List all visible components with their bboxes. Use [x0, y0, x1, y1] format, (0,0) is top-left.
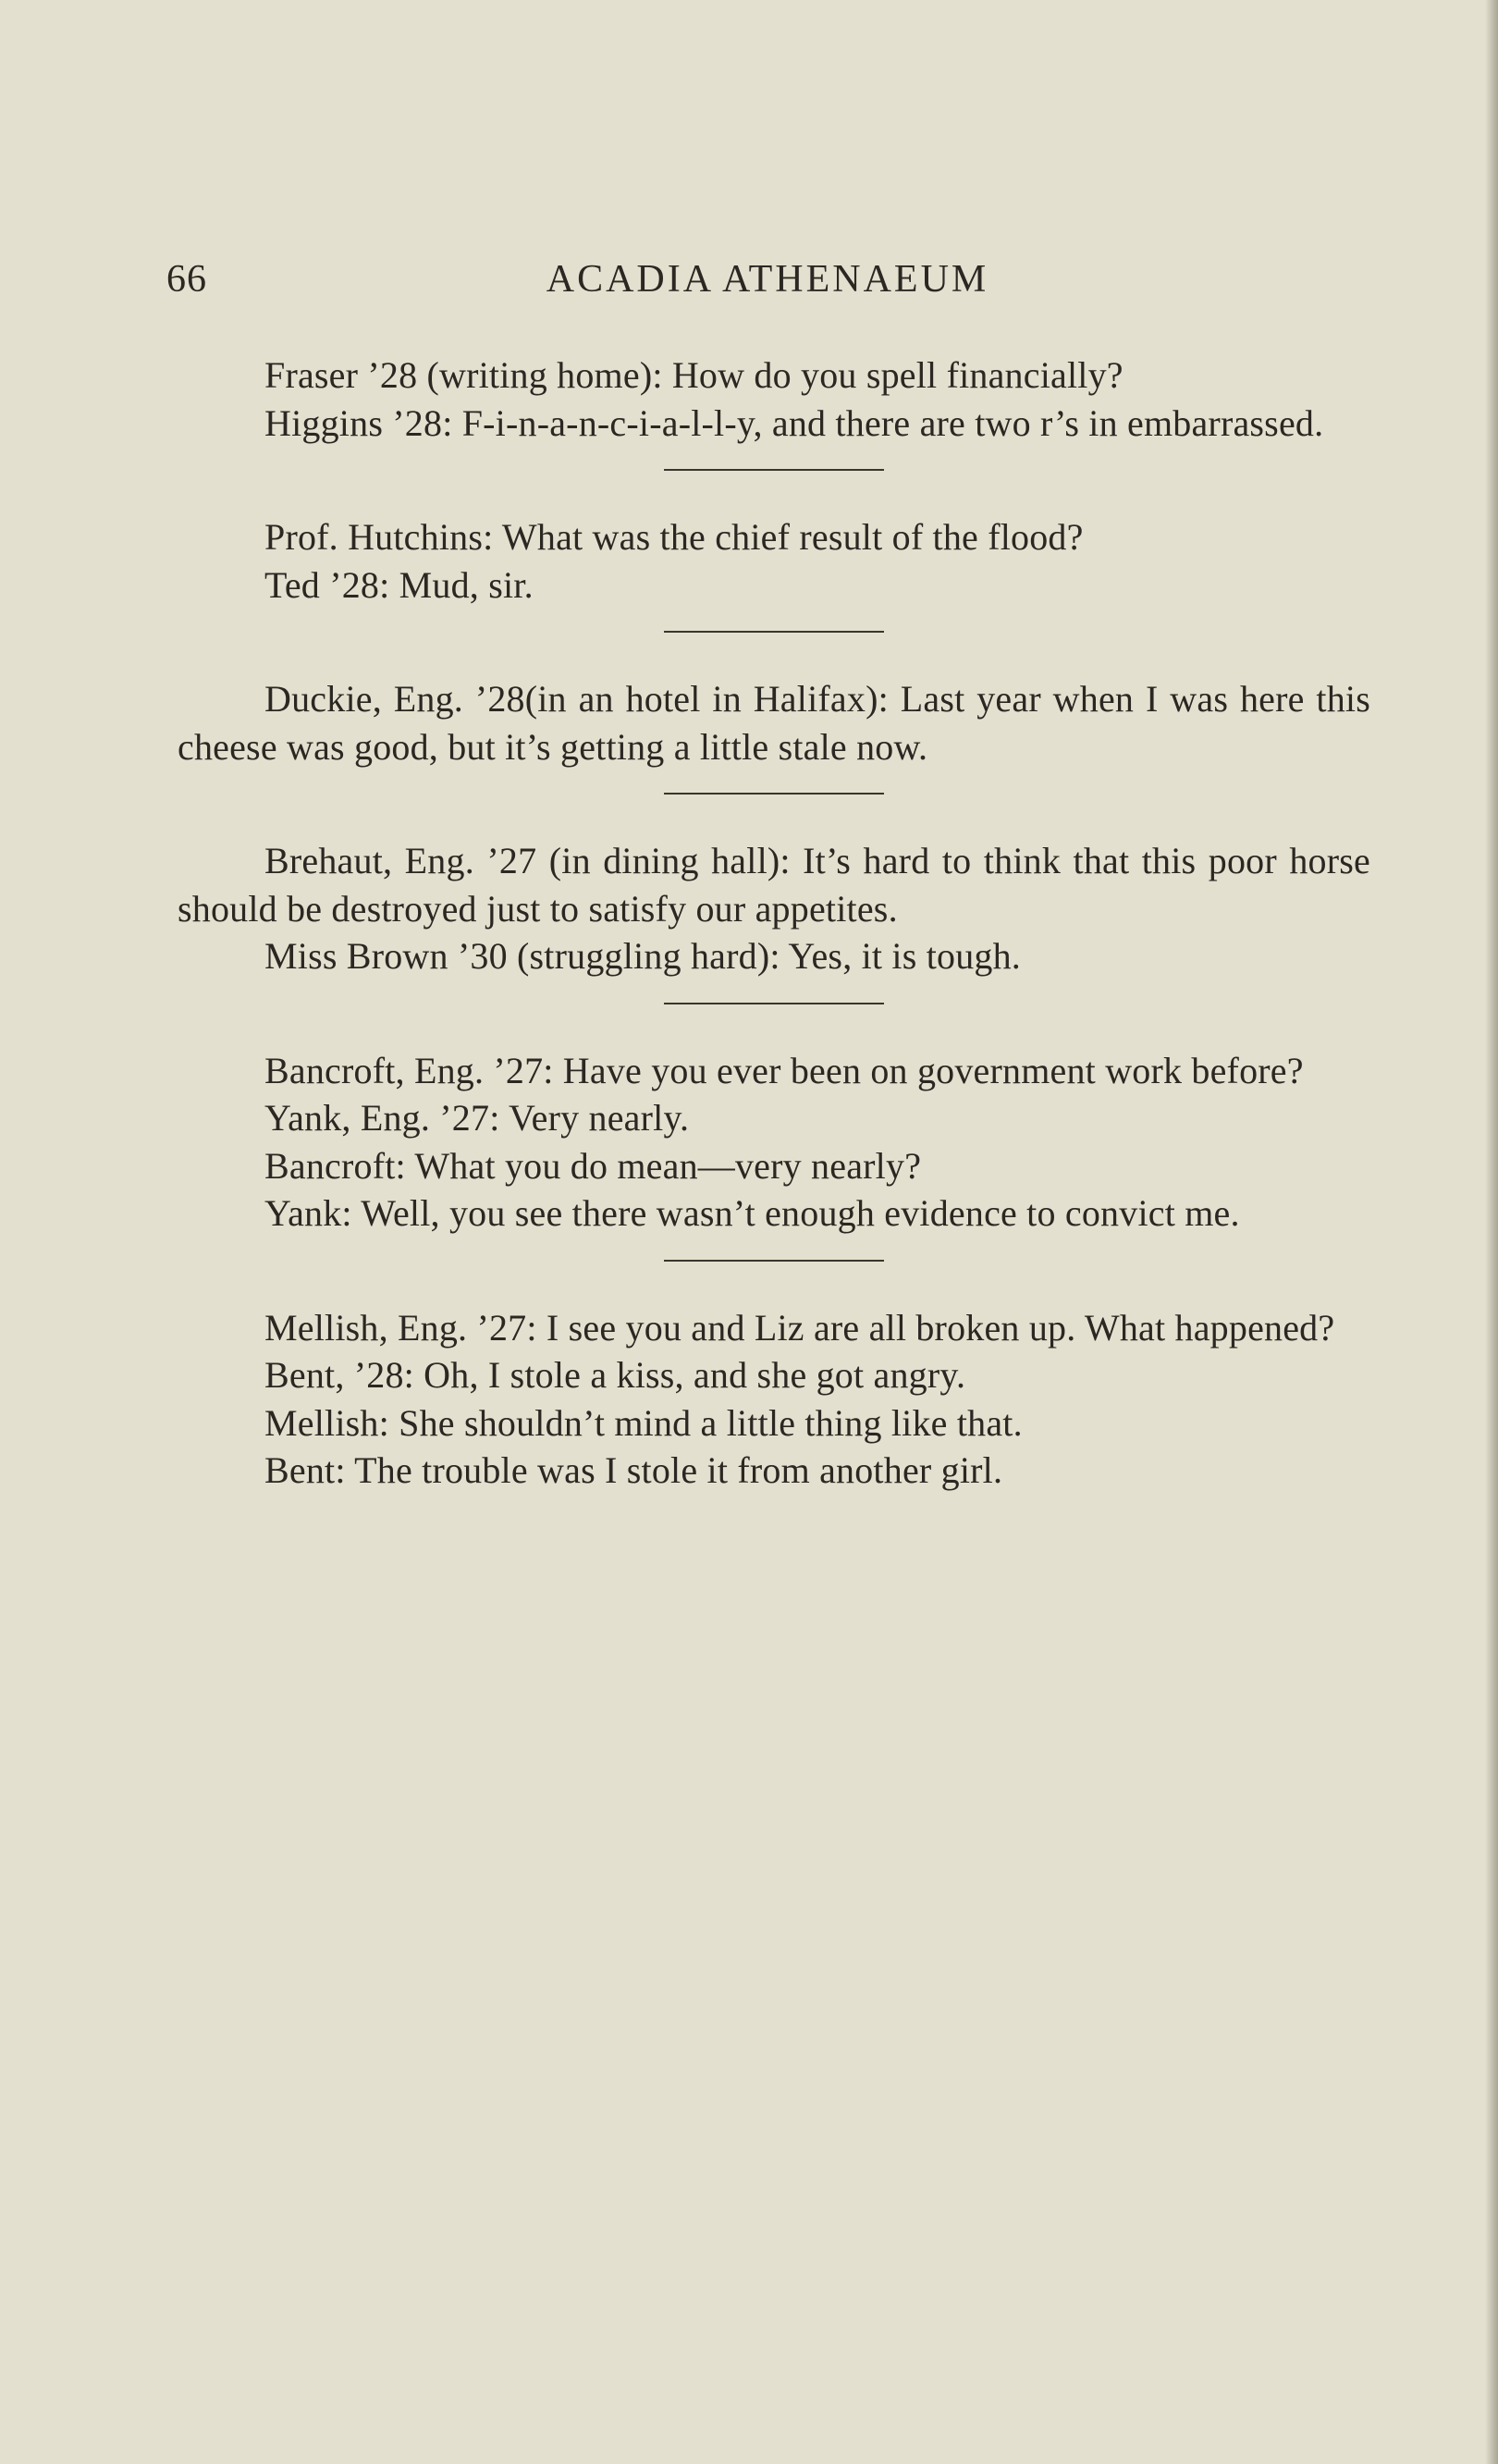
running-title: ACADIA ATHENAEUM: [546, 258, 989, 301]
joke-line: Fraser ’28 (writing home): How do you spell financially?: [264, 354, 1124, 396]
page-header: [166, 257, 1369, 313]
joke-line: Duckie, Eng. ’28(in an hotel in Halifax): Last year when I was here this cheese was good, but it’s getting a little stale now.: [178, 678, 1370, 768]
page-edge-shadow: [1485, 0, 1498, 2464]
joke-brehaut-brown: [178, 837, 1370, 980]
section-divider: [664, 793, 884, 795]
joke-line: Yank, Eng. ’27: Very nearly.: [264, 1097, 690, 1139]
joke-line: Brehaut, Eng. ’27 (in dining hall): It’s hard to think that this poor horse should be destroyed just to satisfy our appetites.: [178, 840, 1370, 930]
section-divider: [664, 1260, 884, 1262]
joke-line: Higgins ’28: F-i-n-a-n-c-i-a-l-l-y, and there are two r’s in embarrassed.: [264, 401, 1324, 444]
joke-mellish-bent: [178, 1304, 1370, 1495]
page-body: [178, 351, 1370, 1495]
joke-hutchins-ted: [178, 513, 1370, 609]
joke-line: Bent, ’28: Oh, I stole a kiss, and she got angry.: [264, 1354, 966, 1396]
joke-bancroft-yank: [178, 1047, 1370, 1238]
section-divider: [664, 469, 884, 471]
joke-line: Mellish, Eng. ’27: I see you and Liz are all broken up. What happened?: [264, 1306, 1335, 1349]
joke-line: Bancroft, Eng. ’27: Have you ever been on government work before?: [264, 1049, 1304, 1091]
section-divider: [664, 631, 884, 633]
joke-line: Bancroft: What you do mean—very nearly?: [264, 1144, 922, 1187]
section-divider: [664, 1003, 884, 1004]
joke-line: Bent: The trouble was I stole it from another girl.: [264, 1449, 1003, 1491]
joke-line: Miss Brown ’30 (struggling hard): Yes, it is tough.: [264, 935, 1022, 977]
page-number: 66: [166, 258, 207, 301]
joke-duckie: [178, 675, 1370, 770]
joke-fraser-higgins: [178, 351, 1370, 447]
joke-line: Ted ’28: Mud, sir.: [264, 563, 534, 606]
joke-line: Prof. Hutchins: What was the chief result of the flood?: [264, 516, 1084, 558]
joke-line: Yank: Well, you see there wasn’t enough evidence to convict me.: [264, 1192, 1240, 1234]
joke-line: Mellish: She shouldn’t mind a little thing like that.: [264, 1401, 1023, 1444]
